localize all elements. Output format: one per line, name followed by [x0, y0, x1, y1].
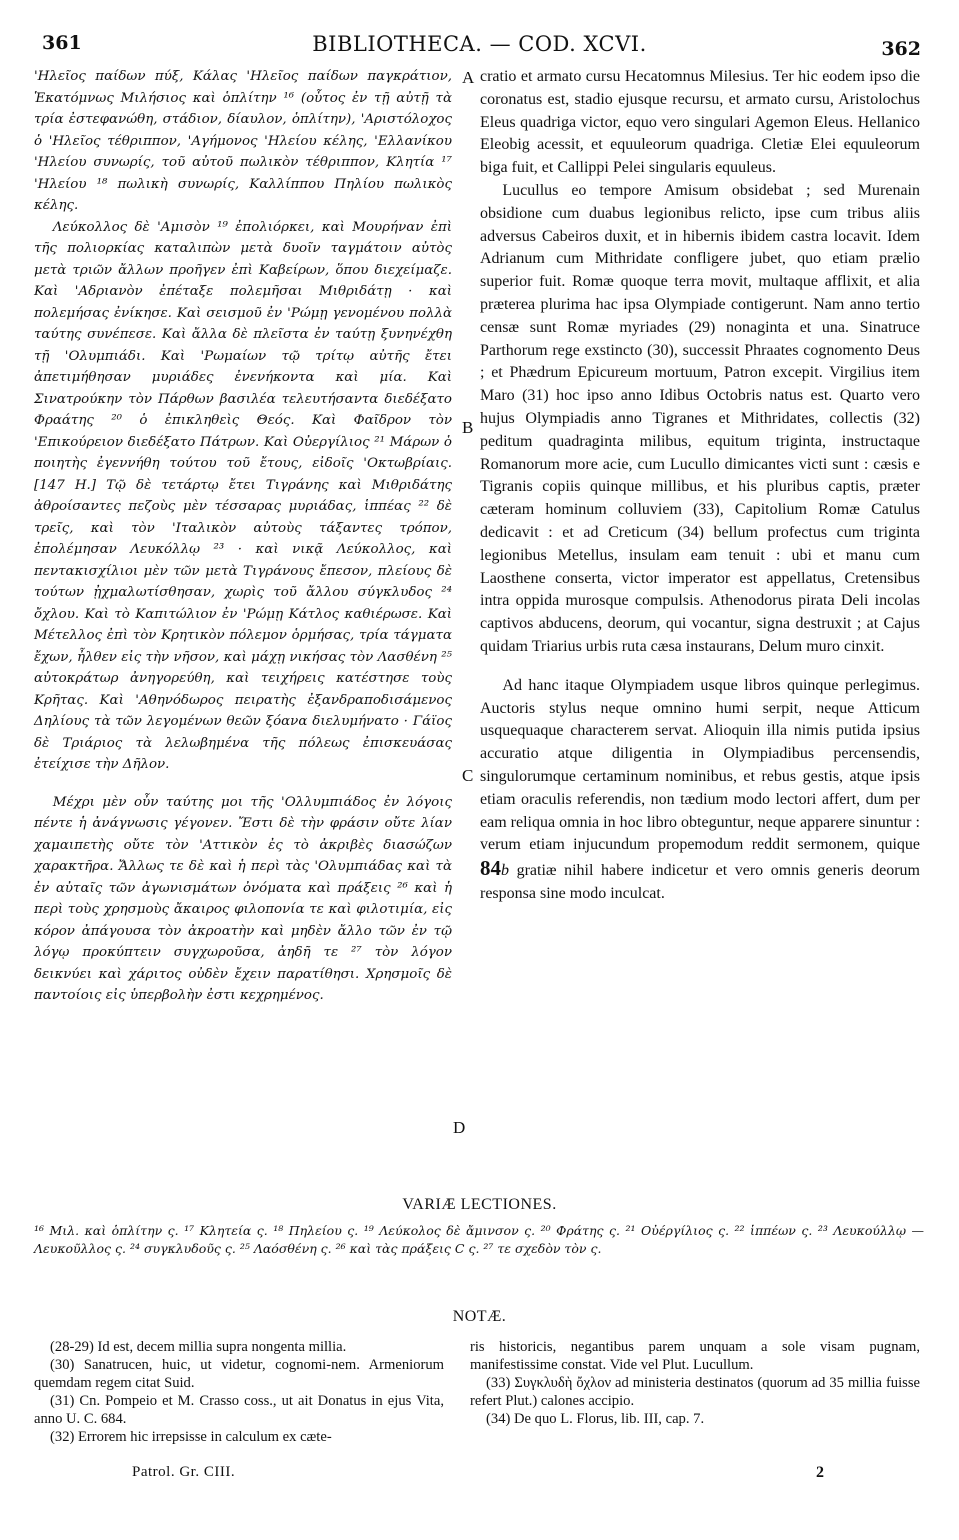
latin-paragraph-3-end: gratiæ nihil habere indicetur et vero omnis generis deorum responsa sine modo inculcat. — [480, 862, 921, 902]
greek-paragraph-1: 'Ηλεῖος παίδων πύξ, Κάλας 'Ηλεῖος παίδων παγκράτιον, Ἑκατόμνως Μιλήσιος καὶ ὁπλίτην ¹⁶ (οὗτος ἐν τῇ αὐτῇ τὰ τρία ἐστεφανώθη, στάδιον, δίαυλον, ὁπλίτην), 'Αριστόλοχος ὁ 'Ηλεῖος τέθριππον, 'Αγήμονος 'Ηλείου κέλης, 'Ελλανίκου 'Ηλείου συνωρίς, τοῦ αὐτοῦ πωλικὸν τέθριππον, Κλητία ¹⁷ 'Ηλείου ¹⁸ πωλικὴ συνωρίς, Καλλίππου Πηλίου πωλικὸς κέλης. — [34, 69, 452, 213]
note-31: (31) Cn. Pompeio et M. Crasso coss., ut ait Donatus in ejus Vita, anno U. C. 684. — [34, 1393, 444, 1427]
latin-paragraph-3 — [480, 675, 920, 906]
marginal-page-suffix: b — [501, 862, 509, 880]
running-title: BIBLIOTHECA. — COD. XCVI. — [312, 32, 647, 56]
note-32: (32) Errorem hic irrepsisse in calculum ex cæte- — [50, 1429, 332, 1445]
greek-column — [34, 66, 452, 1007]
margin-marker-a: A — [462, 68, 475, 87]
note-34: (34) De quo L. Florus, lib. III, cap. 7. — [486, 1411, 705, 1427]
note-32-continued: ris historicis, negantibus parem unquam a sole visam pugnam, manifestissime constat. Vide vel Plut. Lucullum. — [470, 1339, 920, 1373]
latin-column — [480, 66, 920, 906]
variae-lectiones-text: ¹⁶ Μιλ. καὶ ὁπλίτην ς. ¹⁷ Κλητεία ς. ¹⁸ Πηλείου ς. ¹⁹ Λεύκολος δὲ ἄμινσον ς. ²⁰ Φράτης ς. ²¹ Οὐέργίλιος ς. ²² ἱππέων ς. ²³ Λευκούλλῳ — Λευκοῦλλος ς. ²⁴ συγκλυδοῦς ς. ²⁵ Λαόσθένη ς. ²⁶ καὶ τὰς πράξεις C ς. ²⁷ τε σχεδὸν τὸν ς. — [34, 1223, 924, 1256]
note-33: (33) Συγκλυδὴ ὄχλον ad ministeria destinatos (quorum ad 35 millia fuisse refert Plut.) calones accipio. — [470, 1375, 920, 1409]
margin-marker-b: B — [462, 418, 474, 437]
notae-heading: NOTÆ. — [452, 1308, 507, 1325]
footer-signature: Patrol. Gr. CIII. — [132, 1464, 236, 1480]
notes-left-column — [34, 1338, 444, 1446]
page-header — [0, 28, 959, 58]
latin-paragraph-1: cratio et armato cursu Hecatomnus Milesius. Ter hic eodem ipso die coronatus est, stadio ejusque recursu, et armato cursu, Aristolochus Eleus quadriga victor, equo vero singulari Agemon Eleus. Hellanico Eleobig acessit, et equuleorum quadriga. Cletiæ Elei equuleorum biga fuit, et Callippi Pelei singularis equuleus. — [480, 68, 920, 177]
notes-right-column — [470, 1338, 920, 1428]
note-28-29: (28-29) Id est, decem millia supra nongenta millia. — [50, 1339, 347, 1355]
marginal-page-number: 84 — [480, 856, 501, 881]
page-number-right: 362 — [881, 38, 921, 60]
greek-paragraph-3: Μέχρι μὲν οὖν ταύτης μοι τῆς 'Ολλυμπιάδος ἐν λόγοις πέντε ἡ ἀνάγνωσις γέγονεν. Ἔστι δὲ τὴν φράσιν οὔτε λίαν χαμαιπετὴς οὔτε τὸν 'Αττικὸν ἐς τὸ ἀκριβὲς διασώζων χαρακτῆρα. Ἄλλως τε δὲ καὶ ἡ περὶ τὰς 'Ολυμπιάδας καὶ τὰ ἐν αὐταῖς τῶν ἀγωνισμάτων ὀνόματα καὶ πράξεις ²⁶ καὶ ἡ περὶ τοὺς χρησμοὺς ἄκαιρος φιλοπονία τε καὶ φιλοτιμία, εἰς κόρον ἀπάγουσα τὸν ἀκροατὴν καὶ μηδὲν ἄλλο τῶν ἐν τῷ λόγῳ προκύπτειν συγχωροῦσα, ἀηδῆ τε ²⁷ τὸν λόγον δεικνύει καὶ χάριτος οὐδὲν ἔχειν παρατίθησι. Χρησμοῖς δὲ παντοίοις εἰς ὑπερβολὴν ἐστι κεχρημένος. — [34, 794, 452, 1003]
latin-paragraph-3-start: Ad hanc itaque Olympiadem usque libros quinque perlegimus. Auctoris stylus neque omnino humi serpit, neque Atticum usquequaque characterem servat. Alioquin illa nimis putida ipsius accuratio atque diligentia in Olympiadibus percensendis, singulorumque certaminum nominibus, et rebus gestis, atque ipsis etiam oraculis referendis, non tædium modo lectori affert, dum per eam reliqua omnia in hoc libro obteguntur, neque apparere sinuntur : verum etiam injucundum propemodum reddit sermonem, quique — [480, 676, 920, 854]
note-30: (30) Sanatrucen, huic, ut videtur, cognomi-nem. Armeniorum quemdam regem citat Suid. — [34, 1357, 444, 1391]
page-number-left: 361 — [42, 32, 82, 54]
margin-marker-d: D — [453, 1118, 466, 1137]
variae-heading: VARIÆ LECTIONES. — [402, 1196, 557, 1213]
greek-paragraph-2: Λεύκολλος δὲ 'Αμισὸν ¹⁹ ἐπολιόρκει, καὶ Μουρήναν ἐπὶ τῆς πολιορκίας καταλιπὼν μετὰ δυοῖν ταγμάτοιν αὐτὸς μετὰ τριῶν ἄλλων προῆγεν ἐπὶ Καβείρων, ὅπου διεχείμαζε. Καὶ 'Αδριανὸν ἐπέταξε πολεμῆσαι Μιθριδάτῃ · καὶ πολεμήσας ἐνίκησε. Καὶ σεισμοῦ ἐν 'Ρώμῃ γενομένου πολλὰ ταύτης συνέπεσε. Καὶ ἄλλα δὲ πλεῖστα ἐν ταύτῃ ξυνηνέχθη τῇ 'Ολυμπιάδι. Καὶ 'Ρωμαίων τῷ τρίτῳ αὐτῆς ἔτει ἀπετιμήθησαν μυριάδες ἐνενήκοντα καὶ μία. Καὶ Σινατρούκην τὸν Πάρθων βασιλέα τελευτήσαντα διεδέξατο Φραάτης ²⁰ ὁ ἐπικληθεὶς Θεός. Καὶ Φαῖδρον τὸν 'Επικούρειον διεδέξατο Πάτρων. Καὶ Οὐεργίλιος ²¹ Μάρων ὁ ποιητὴς ἐγεννήθη τούτου τοῦ ἔτους, εἰδοῖς 'Οκτωβρίαις. [147 H.] Τῷ δὲ τετάρτῳ ἔτει Τιγράνης καὶ Μιθριδάτης ἀθροίσαντες πεζοὺς μὲν τέσσαρας μυριάδας, ἱππέας ²² δὲ τρεῖς, καὶ τὸν 'Ιταλικὸν αὐτοὺς τάξαντες τρόπον, ἐπολέμησαν Λευκόλλῳ ²³ · καὶ νικᾷ Λεύκολλος, καὶ πεντακισχίλιοι μὲν τῶν μετὰ Τιγράνους ἔπεσον, πλείους δὲ τούτων ᾐχμαλωτίσθησαν, χωρὶς τοῦ ἄλλου σύγκλυδος ²⁴ ὄχλου. Καὶ τὸ Καπιτώλιον ἐν 'Ρώμῃ Κάτλος καθιέρωσε. Καὶ Μέτελλος ἐπὶ τὸν Κρητικὸν πόλεμον ὁρμήσας, τρία τάγματα ἔχων, ἦλθεν εἰς τὴν νῆσον, καὶ μάχῃ νικήσας τὸν Λασθένη ²⁵ αὐτοκράτωρ ἀνηγορεύθη, καὶ τειχήρεις κατέστησε τοὺς Κρῆτας. Καὶ 'Αθηνόδωρος πειρατὴς ἐξανδραποδισάμενος Δηλίους τὰ τῶν λεγομένων θεῶν ξόανα διελυμήνατο · Γάϊος δὲ Τριάριος τὰ λελωβημένα τῆς πόλεως ἐπισκευάσας ἐτείχισε τὴν Δῆλον. — [34, 219, 452, 772]
margin-marker-c: C — [462, 766, 474, 785]
footer-sheet-number: 2 — [816, 1464, 824, 1481]
latin-paragraph-2: Lucullus eo tempore Amisum obsidebat ; sed Murenain obsidione cum duabus legionibus relicto, ipse cum tribus aliis adversus Cabeiros duxit, et in hibernis ibidem castra locavit. Idem Adrianum cum Mithridate confligere jubet, quo etiam prælio superior fuit. Romæ quoque terra movit, multaque afflixit, et alia præterea plurima hac ipsa Olympiade contigerunt. Nam anno tertio censæ sunt Romæ myriades (29) nonaginta et una. Sinatruce Parthorum rege exstincto (30), successit Phraates cognomento Deus ; et Phædrum Epicureum mortuum, Patron excepit. Virgilius item Maro (31) hoc ipso anno Idibus Octobris natus est. Quarto vero hujus Olympiadis anno Tigranes et Mithridates, collectis (32) peditum quadraginta milibus, equitum triginta, instructaque Romanorum more acie, cum Lucullo dimicantes victi sunt : cæsis e Tigranis copiis quinque millibus, et his pluribus captis, præter cæteram hominum colluviem (33), Capitolium Romæ Catulus dedicavit : et ad Creticum (34) bellum profectus cum triginta legionibus Metellus, insulam eam tenuit : ubi et manu cum Laosthene conserta, victor imperator est appellatus, Cretensibus intra oppida murosque compulsis. Athenodorus pirata Deli incolas captivos abducens, deorum, qui vocantur, signa destruxit ; at Cajus quidam Triarius urbis ruta cæsa instaurans, Delum muro cinxit. — [480, 181, 920, 655]
